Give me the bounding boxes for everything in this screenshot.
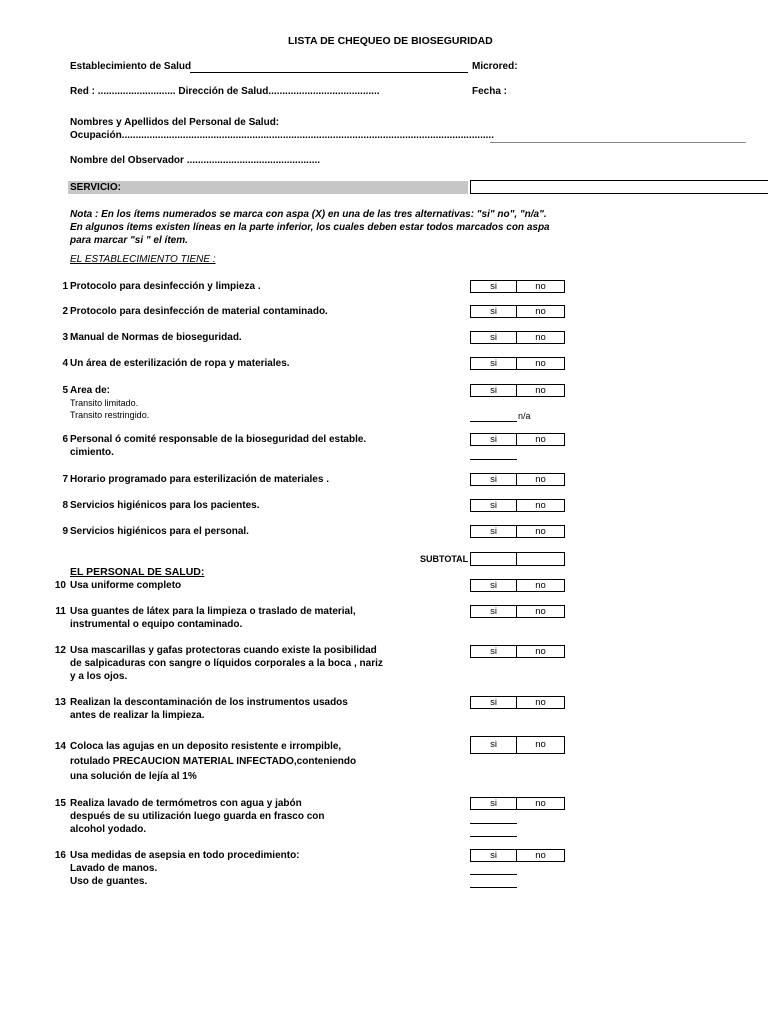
answer-line[interactable] bbox=[470, 823, 517, 824]
item-text: alcohol yodado. bbox=[70, 824, 147, 835]
item-text: Uso de guantes. bbox=[70, 876, 148, 887]
item-number: 8 bbox=[62, 500, 68, 511]
si-box[interactable]: si bbox=[470, 331, 517, 344]
item-number: 13 bbox=[54, 697, 66, 708]
no-box[interactable]: no bbox=[516, 357, 565, 370]
si-box[interactable]: si bbox=[470, 797, 517, 810]
servicio-bar bbox=[68, 181, 468, 194]
item-text: Servicios higiénicos para los pacientes. bbox=[70, 500, 260, 511]
section-personal: EL PERSONAL DE SALUD: bbox=[70, 566, 205, 578]
item-text: Usa guantes de látex para la limpieza o traslado de material, bbox=[70, 606, 356, 617]
si-box[interactable]: si bbox=[470, 357, 517, 370]
no-box[interactable]: no bbox=[516, 384, 565, 397]
item-text: Protocolo para desinfección de material contaminado. bbox=[70, 306, 328, 317]
observador-label: Nombre del Observador ................................................ bbox=[70, 155, 321, 166]
no-box[interactable]: no bbox=[516, 849, 565, 862]
item-number: 5 bbox=[62, 385, 68, 396]
si-box[interactable]: si bbox=[470, 605, 517, 618]
answer-line[interactable] bbox=[470, 459, 517, 460]
item-subtext: Transito restringido. bbox=[70, 410, 150, 420]
item-text: Protocolo para desinfección y limpieza . bbox=[70, 281, 261, 292]
si-box[interactable]: si bbox=[470, 645, 517, 658]
red-direccion-label: Red : ............................ Dirección de Salud........................................ bbox=[70, 86, 380, 97]
item-text: Lavado de manos. bbox=[70, 863, 158, 874]
nota-line-2: En algunos ítems existen líneas en la parte inferior, los cuales deben estar todos marcados con aspa bbox=[70, 222, 550, 233]
si-box[interactable]: si bbox=[470, 736, 517, 754]
item-text: rotulado PRECAUCION MATERIAL INFECTADO,conteniendo bbox=[70, 756, 357, 767]
item-text: Usa uniforme completo bbox=[70, 580, 182, 591]
si-box[interactable]: si bbox=[470, 473, 517, 486]
na-label: n/a bbox=[518, 411, 531, 421]
si-box[interactable]: si bbox=[470, 384, 517, 397]
subtotal-no-box[interactable] bbox=[516, 552, 565, 566]
answer-line[interactable] bbox=[470, 874, 517, 875]
nombres-label: Nombres y Apellidos del Personal de Salud: bbox=[70, 117, 280, 128]
item-text: Manual de Normas de bioseguridad. bbox=[70, 332, 242, 343]
si-box[interactable]: si bbox=[470, 499, 517, 512]
item-number: 3 bbox=[62, 332, 68, 343]
no-box[interactable]: no bbox=[516, 305, 565, 318]
item-number: 2 bbox=[62, 306, 68, 317]
item-number: 11 bbox=[55, 606, 66, 617]
item-text: Usa mascarillas y gafas protectoras cuando existe la posibilidad bbox=[70, 645, 377, 656]
item-text: instrumental o equipo contaminado. bbox=[70, 619, 243, 630]
item-text: de salpicaduras con sangre o líquidos corporales a la boca , nariz bbox=[70, 658, 383, 669]
no-box[interactable]: no bbox=[516, 736, 565, 754]
si-box[interactable]: si bbox=[470, 849, 517, 862]
si-box[interactable]: si bbox=[470, 525, 517, 538]
servicio-field[interactable] bbox=[470, 180, 768, 194]
no-box[interactable]: no bbox=[516, 280, 565, 293]
answer-line[interactable] bbox=[470, 836, 517, 837]
nota-line-1: Nota : En los ítems numerados se marca con aspa (X) en una de las tres alternativas: "si" no", "n/a". bbox=[70, 209, 547, 220]
si-box[interactable]: si bbox=[470, 280, 517, 293]
item-subtext: Transito limitado. bbox=[70, 398, 139, 408]
no-box[interactable]: no bbox=[516, 433, 565, 446]
no-box[interactable]: no bbox=[516, 331, 565, 344]
item-number: 15 bbox=[54, 798, 66, 809]
item-text: después de su utilización luego guarda en frasco con bbox=[70, 811, 325, 822]
establecimiento-label: Establecimiento de Salud bbox=[70, 61, 192, 72]
no-box[interactable]: no bbox=[516, 605, 565, 618]
no-box[interactable]: no bbox=[516, 797, 565, 810]
fecha-label: Fecha : bbox=[472, 86, 508, 97]
item-number: 10 bbox=[54, 580, 66, 591]
si-box[interactable]: si bbox=[470, 305, 517, 318]
item-text: Realizan la descontaminación de los instrumentos usados bbox=[70, 697, 348, 708]
no-box[interactable]: no bbox=[516, 473, 565, 486]
item-text: una solución de lejía al 1% bbox=[70, 771, 197, 782]
answer-line[interactable] bbox=[470, 887, 517, 888]
item-number: 7 bbox=[62, 474, 68, 485]
microred-label: Microred: bbox=[472, 61, 518, 72]
no-box[interactable]: no bbox=[516, 696, 565, 709]
na-line[interactable] bbox=[470, 421, 517, 422]
item-text: Realiza lavado de termómetros con agua y jabón bbox=[70, 798, 302, 809]
si-box[interactable]: si bbox=[470, 579, 517, 592]
no-box[interactable]: no bbox=[516, 579, 565, 592]
item-number: 12 bbox=[54, 645, 66, 656]
item-number: 4 bbox=[62, 358, 68, 369]
ocupacion-label: Ocupación...................................................................................................................................... bbox=[70, 130, 494, 141]
item-text: Servicios higiénicos para el personal. bbox=[70, 526, 249, 537]
si-box[interactable]: si bbox=[470, 433, 517, 446]
no-box[interactable]: no bbox=[516, 525, 565, 538]
subtotal-label: SUBTOTAL bbox=[420, 554, 469, 564]
item-text: Horario programado para esterilización de materiales . bbox=[70, 474, 329, 485]
item-text: Usa medidas de asepsia en todo procedimiento: bbox=[70, 850, 300, 861]
nota-line-3: para marcar "si " el ítem. bbox=[70, 235, 188, 246]
servicio-label: SERVICIO: bbox=[70, 182, 121, 193]
item-text: y a los ojos. bbox=[70, 671, 128, 682]
section-establecimiento: EL ESTABLECIMIENTO TIENE : bbox=[70, 254, 216, 265]
item-text: Coloca las agujas en un deposito resistente e irrompible, bbox=[70, 741, 342, 752]
item-number: 14 bbox=[54, 741, 66, 752]
establecimiento-field[interactable] bbox=[190, 72, 468, 73]
item-number: 9 bbox=[62, 526, 68, 537]
item-text: Area de: bbox=[70, 385, 111, 396]
item-text: antes de realizar la limpieza. bbox=[70, 710, 205, 721]
no-box[interactable]: no bbox=[516, 499, 565, 512]
item-number: 16 bbox=[54, 850, 66, 861]
si-box[interactable]: si bbox=[470, 696, 517, 709]
no-box[interactable]: no bbox=[516, 645, 565, 658]
item-number: 1 bbox=[62, 281, 68, 292]
item-text: cimiento. bbox=[70, 447, 114, 458]
item-number: 6 bbox=[62, 434, 68, 445]
item-text: Personal ó comité responsable de la bioseguridad del estable. bbox=[70, 434, 367, 445]
page-title: LISTA DE CHEQUEO DE BIOSEGURIDAD bbox=[288, 35, 493, 47]
item-text: Un área de esterilización de ropa y materiales. bbox=[70, 358, 290, 369]
ocupacion-line bbox=[490, 142, 746, 143]
subtotal-si-box[interactable] bbox=[470, 552, 517, 566]
